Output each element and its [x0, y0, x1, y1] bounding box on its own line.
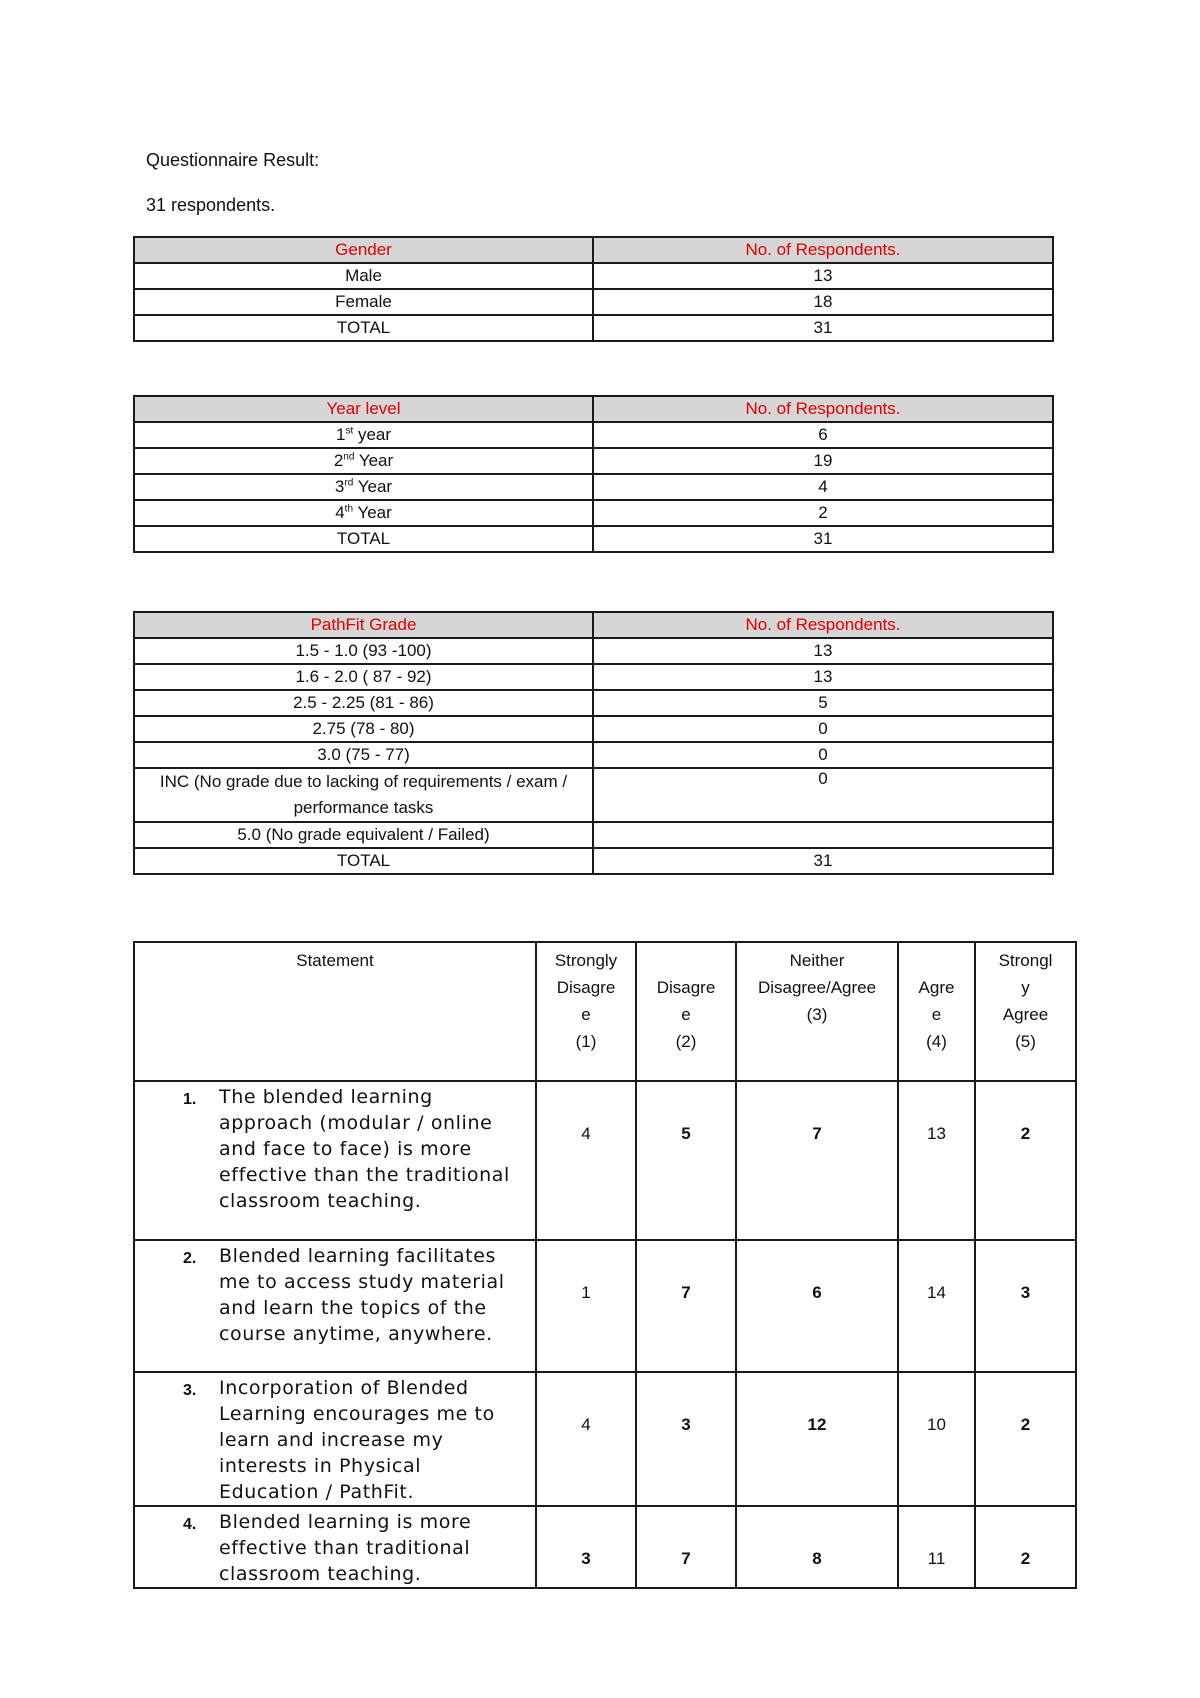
header-disagree: Disagre e (2)	[636, 942, 736, 1081]
header-pathfit-grade: PathFit Grade	[134, 612, 593, 638]
value-strongly-disagree: 4	[536, 1081, 636, 1240]
value-strongly-agree: 2	[975, 1372, 1076, 1506]
total-label: TOTAL	[134, 315, 593, 341]
gender-table	[133, 236, 1054, 342]
statement-number: 1.	[183, 1091, 197, 1108]
row-label: Male	[134, 263, 593, 289]
value-agree: 14	[898, 1240, 975, 1372]
statement-number: 4.	[183, 1516, 197, 1533]
row-value: 18	[593, 289, 1053, 315]
table-row	[134, 448, 1053, 474]
table-row	[134, 638, 1053, 664]
table-header-row	[134, 237, 1053, 263]
value-strongly-disagree: 3	[536, 1506, 636, 1588]
value-neither: 8	[736, 1506, 898, 1588]
total-row	[134, 526, 1053, 552]
statement-number: 3.	[183, 1382, 197, 1399]
row-label: 1st year	[134, 422, 593, 448]
statement-text: The blended learning approach (modular / online and face to face) is more effective than the traditional classroom teaching.	[219, 1086, 510, 1212]
statement-cell	[134, 1081, 536, 1240]
row-label: 1.6 - 2.0 ( 87 - 92)	[134, 664, 593, 690]
header-respondents: No. of Respondents.	[593, 612, 1053, 638]
value-disagree: 3	[636, 1372, 736, 1506]
table-row	[134, 716, 1053, 742]
statement-text: Incorporation of Blended Learning encourages me to learn and increase my interests in Physical Education / PathFit.	[219, 1377, 495, 1503]
value-agree: 11	[898, 1506, 975, 1588]
statement-row	[134, 1506, 1076, 1588]
value-strongly-agree: 2	[975, 1081, 1076, 1240]
row-value: 19	[593, 448, 1053, 474]
table-row	[134, 768, 1053, 822]
page-title: Questionnaire Result:	[146, 150, 320, 170]
value-disagree: 7	[636, 1506, 736, 1588]
header-statement: Statement	[134, 942, 536, 1081]
row-value: 0	[593, 768, 1053, 822]
row-value: 13	[593, 664, 1053, 690]
header-year-level: Year level	[134, 396, 593, 422]
row-value: 4	[593, 474, 1053, 500]
respondent-count: 31 respondents.	[146, 195, 276, 215]
total-value: 31	[593, 315, 1053, 341]
pathfit-grade-table	[133, 611, 1054, 875]
statement-text: Blended learning is more effective than traditional classroom teaching.	[219, 1511, 472, 1585]
value-strongly-disagree: 4	[536, 1372, 636, 1506]
row-value: 13	[593, 263, 1053, 289]
table-row	[134, 690, 1053, 716]
row-label: 4th Year	[134, 500, 593, 526]
statement-row	[134, 1372, 1076, 1506]
row-value: 5	[593, 690, 1053, 716]
total-label: TOTAL	[134, 526, 593, 552]
table-row	[134, 474, 1053, 500]
statement-cell	[134, 1372, 536, 1506]
statement-cell	[134, 1240, 536, 1372]
year-level-table	[133, 395, 1054, 553]
total-label: TOTAL	[134, 848, 593, 874]
table-row	[134, 742, 1053, 768]
row-value: 13	[593, 638, 1053, 664]
row-value: 6	[593, 422, 1053, 448]
header-respondents: No. of Respondents.	[593, 396, 1053, 422]
value-strongly-disagree: 1	[536, 1240, 636, 1372]
header-strongly-agree: Strongl y Agree (5)	[975, 942, 1076, 1081]
row-value	[593, 822, 1053, 848]
table-row	[134, 422, 1053, 448]
row-label: 5.0 (No grade equivalent / Failed)	[134, 822, 593, 848]
total-row	[134, 315, 1053, 341]
value-neither: 12	[736, 1372, 898, 1506]
value-neither: 6	[736, 1240, 898, 1372]
row-value: 0	[593, 716, 1053, 742]
row-label: 2.5 - 2.25 (81 - 86)	[134, 690, 593, 716]
header-agree: Agre e (4)	[898, 942, 975, 1081]
row-label: 3.0 (75 - 77)	[134, 742, 593, 768]
row-label: Female	[134, 289, 593, 315]
row-label: 3rd Year	[134, 474, 593, 500]
table-header-row	[134, 612, 1053, 638]
value-disagree: 7	[636, 1240, 736, 1372]
total-row	[134, 848, 1053, 874]
statement-row	[134, 1081, 1076, 1240]
row-value: 0	[593, 742, 1053, 768]
table-row	[134, 822, 1053, 848]
table-header-row	[134, 942, 1076, 1081]
row-label: INC (No grade due to lacking of requirements / exam / performance tasks	[134, 768, 593, 822]
statement-number: 2.	[183, 1250, 197, 1267]
table-row	[134, 263, 1053, 289]
likert-statement-table	[133, 941, 1077, 1589]
header-neither: Neither Disagree/Agree (3)	[736, 942, 898, 1081]
row-value: 2	[593, 500, 1053, 526]
value-strongly-agree: 3	[975, 1240, 1076, 1372]
value-strongly-agree: 2	[975, 1506, 1076, 1588]
row-label: 1.5 - 1.0 (93 -100)	[134, 638, 593, 664]
value-disagree: 5	[636, 1081, 736, 1240]
table-row	[134, 664, 1053, 690]
row-label: 2nd Year	[134, 448, 593, 474]
header-respondents: No. of Respondents.	[593, 237, 1053, 263]
table-row	[134, 289, 1053, 315]
table-header-row	[134, 396, 1053, 422]
statement-text: Blended learning facilitates me to access study material and learn the topics of the course anytime, anywhere.	[219, 1245, 505, 1345]
total-value: 31	[593, 526, 1053, 552]
value-agree: 13	[898, 1081, 975, 1240]
statement-row	[134, 1240, 1076, 1372]
value-neither: 7	[736, 1081, 898, 1240]
header-strongly-disagree: Strongly Disagre e (1)	[536, 942, 636, 1081]
header-gender: Gender	[134, 237, 593, 263]
value-agree: 10	[898, 1372, 975, 1506]
row-label: 2.75 (78 - 80)	[134, 716, 593, 742]
statement-cell	[134, 1506, 536, 1588]
table-row	[134, 500, 1053, 526]
total-value: 31	[593, 848, 1053, 874]
